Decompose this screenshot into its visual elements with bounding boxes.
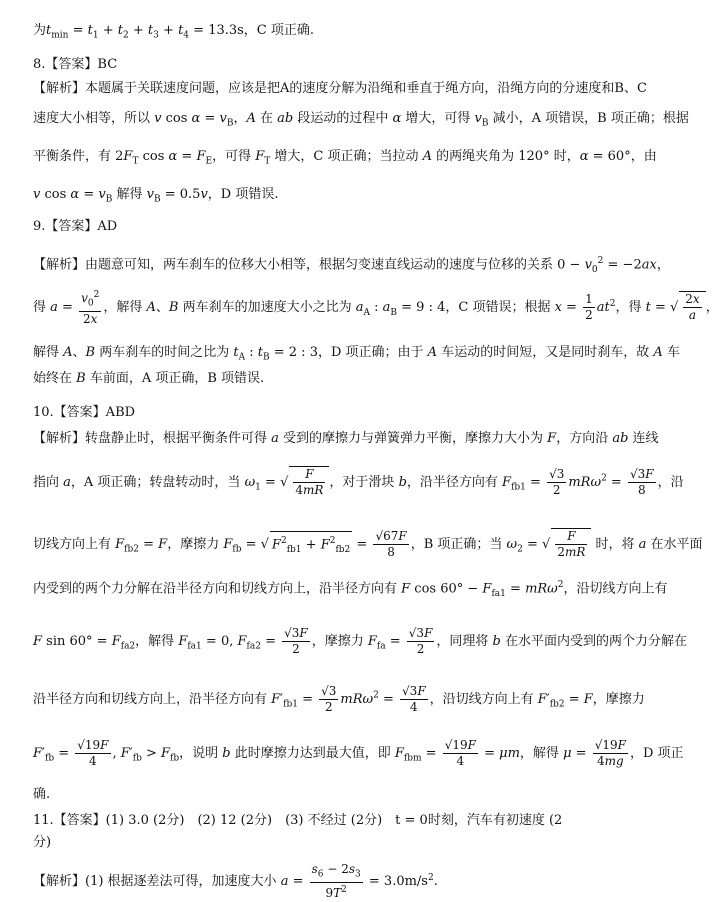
- answer-11: 11.【答案】(1) 3.0 (2分) (2) 12 (2分) (3) 不经过 (2分) t = 0时刻，汽车有初速度 (2: [33, 813, 563, 828]
- analysis-10-line-5: F $\sin 60^\circ = F_{fa2}$，解得 $F_{fa1} = 0$, $F_{fa2}$ = $\frac{√3F}{2}$ ，摩擦力 $F_{fa}$ = $\frac{√3F}{2}$ ，同理将 b 在水平面内受到的两个力分解在: [33, 626, 687, 656]
- analysis-9-line-1: 【解析】由题意可知，两车刹车的位移大小相等，根据匀变速直线运动的速度与位移的关系 $0 - v_0^2 = -2ax$，: [33, 256, 670, 275]
- analysis-10-line-8: 确.: [33, 787, 51, 802]
- analysis-10-line-6: 沿半径方向和切线方向上，沿半径方向有 $F'_{fb1}$ = $\frac{√3}{2}$ mRω$^2$ = $\frac{√3F}{4}$ ，沿切线方向上有 $F'_{fb2} = F$，摩擦力: [33, 684, 645, 714]
- analysis-9-line-2: 得 a = $\frac{v_0^2}{2x}$ ，解得 A、B 两车刹车的加速度大小之比为 $a_A$ : $a_B = 9$ : 4，C 项错误；根据 x = $\frac{1}{2}$ $at^2$，得 t = √ $\frac{2x}{a}$ ，: [33, 290, 719, 327]
- answer-8: 8.【答案】BC: [33, 57, 118, 72]
- analysis-8-line-4: v $\cos \alpha = v_B$ 解得 $v_B = 0.5v$，D 项错误.: [33, 187, 279, 205]
- text-line: 为$t_{min} = t_1 + t_2 + t_3 + t_4 = 13.3s$，C 项正确.: [33, 23, 315, 41]
- analysis-10-line-7: $F'_{fb}$ = $\frac{√19F}{4}$ , $F'_{fb} > F_{fb}$，说明 b 此时摩擦力达到最大值，即 $F_{fbm}$ = $\frac{√19F}{4}$ = μm，解得 μ = $\frac{√19F}{4mg}$ ，D 项正: [33, 738, 684, 768]
- analysis-10-line-1: 【解析】转盘静止时，根据平衡条件可得 a 受到的摩擦力与弹簧弹力平衡，摩擦力大小为 F，方向沿 ab 连线: [33, 431, 659, 446]
- analysis-10-line-4: 内受到的两个力分解在沿半径方向和切线方向上，沿半径方向有 F $\cos 60^\circ - F_{fa1} = mR\omega^2$，沿切线方向上有: [33, 580, 668, 599]
- answer-11-cont: 分): [33, 835, 52, 850]
- analysis-11-line-1: 【解析】(1) 根据逐差法可得，加速度大小 a = $\frac{s_6 - 2s_3}{9T^2}$ = $3.0m/s^2$.: [33, 862, 438, 901]
- analysis-8-line-1: 【解析】本题属于关联速度问题，应该是把A的速度分解为沿绳和垂直于绳方向，沿绳方向的分速度和B、C: [33, 81, 647, 96]
- answer-10: 10.【答案】ABD: [33, 405, 136, 420]
- answer-9: 9.【答案】AD: [33, 219, 118, 234]
- analysis-9-line-4: 始终在 B 车前面，A 项正确，B 项错误.: [33, 371, 265, 386]
- analysis-8-line-2: 速度大小相等，所以 v $\cos \alpha = v_B$，A 在 ab 段运动的过程中 α 增大，可得 $v_B$ 减小，A 项错误，B 项正确；根据: [33, 111, 689, 129]
- analysis-8-line-3: 平衡条件，有 $2F_T$ $\cos \alpha = F_E$，可得 $F_T$ 增大，C 项正确；当拉动 A 的两绳夹角为 120° 时，α = 60°，由: [33, 149, 657, 167]
- analysis-10-line-2: 指向 a，A 项正确；转盘转动时，当 $\omega_1$ = √ $\frac{F}{4mR}$ ，对于滑块 b，沿半径方向有 $F_{fb1}$ = $\frac{√3}{2}$ mRω$^2$ = $\frac{√3F}{8}$ ，沿: [33, 467, 684, 497]
- analysis-10-line-3: 切线方向上有 $F_{fb2} = F$，摩擦力 $F_{fb}$ = √ $F^2_{fb1} + F^2_{fb2}$ = $\frac{√67F}{8}$ ，B 项正确；当 $\omega_2$ = √ $\frac{F}{2mR}$ 时，将 a 在水平面: [33, 529, 703, 559]
- analysis-9-line-3: 解得 A、B 两车刹车的时间之比为 $t_A$ : $t_B = 2$ : 3，D 项正确；由于 A 车运动的时间短，又是同时刹车，故 A 车: [33, 345, 680, 363]
